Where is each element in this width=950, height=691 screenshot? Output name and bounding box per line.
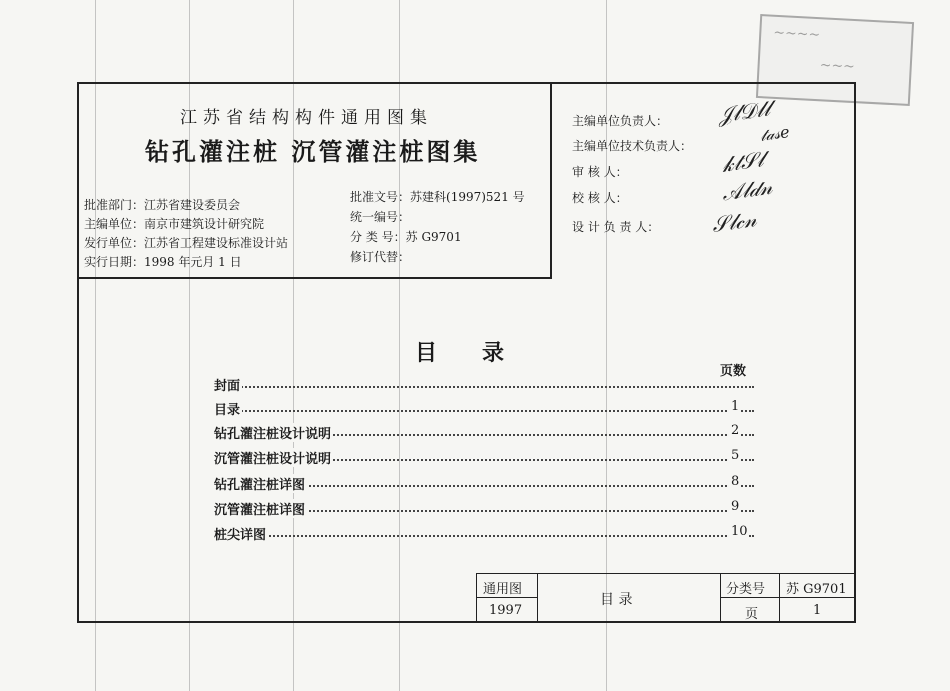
toc-item[interactable]: 桩尖详图 10 (214, 524, 754, 544)
chief-tech-head-label: 主编单位技术负责人： (572, 139, 693, 153)
handwritten-signature: 𝒮𝓁𝒸𝓃 (710, 207, 758, 237)
sheet-name: 目 录 (600, 592, 633, 608)
toc-item[interactable]: 封面 (214, 375, 754, 395)
year: 1997 (489, 603, 523, 618)
toc-item[interactable]: 目录 1 (214, 399, 754, 419)
archive-stamp: ~~~~ ~~~ (756, 14, 914, 106)
series-title: 江苏省结构构件通用图集 (180, 108, 433, 128)
page-count-header: 页数 (720, 364, 747, 379)
page-value: 1 (813, 603, 822, 618)
handwritten-signature: 𝓉𝒶𝓈𝑒 (758, 122, 791, 145)
handwritten-signature: 𝓀𝓉𝒮𝓁 (720, 147, 766, 177)
issue-unit: 发行单位：江苏省工程建设标准设计站 (84, 236, 289, 250)
class-number: 分 类 号：苏 G9701 (350, 230, 462, 244)
doc-number: 批准文号：苏建科(1997)521 号 (350, 190, 525, 204)
effective-date: 实行日期：1998 年元月 1 日 (84, 255, 242, 269)
unified-number: 统一编号： (350, 210, 411, 224)
main-title: 钻孔灌注桩 沉管灌注桩图集 (145, 137, 481, 166)
set-label: 通用图 (483, 582, 523, 597)
class-label: 分类号 (726, 582, 766, 597)
toc-item[interactable]: 沉管灌注桩详图 9 (214, 499, 754, 519)
handwritten-signature: 𝒥𝓁𝒟𝓁𝓁 (716, 96, 772, 128)
toc-item[interactable]: 钻孔灌注桩详图 8 (214, 474, 754, 494)
toc-title: 目录 (415, 340, 550, 366)
header-divider (77, 277, 552, 279)
review-label: 审 核 人： (572, 165, 628, 179)
header-vertical-divider (550, 82, 552, 278)
chief-unit: 主编单位：南京市建筑设计研究院 (84, 217, 265, 231)
toc-item[interactable]: 钻孔灌注桩设计说明 2 (214, 423, 754, 443)
chief-unit-head-label: 主编单位负责人： (572, 114, 669, 128)
designer-label: 设 计 负 责 人： (572, 220, 660, 234)
handwritten-signature: 𝒜𝓁𝒹𝓃 (720, 174, 774, 206)
toc-item[interactable]: 沉管灌注桩设计说明 5 (214, 448, 754, 468)
class-value: 苏 G9701 (786, 582, 847, 597)
page-label: 页 (745, 607, 759, 622)
approve-dept: 批准部门：江苏省建设委员会 (84, 198, 241, 212)
check-label: 校 核 人： (572, 191, 628, 205)
revision: 修订代替： (350, 250, 411, 264)
